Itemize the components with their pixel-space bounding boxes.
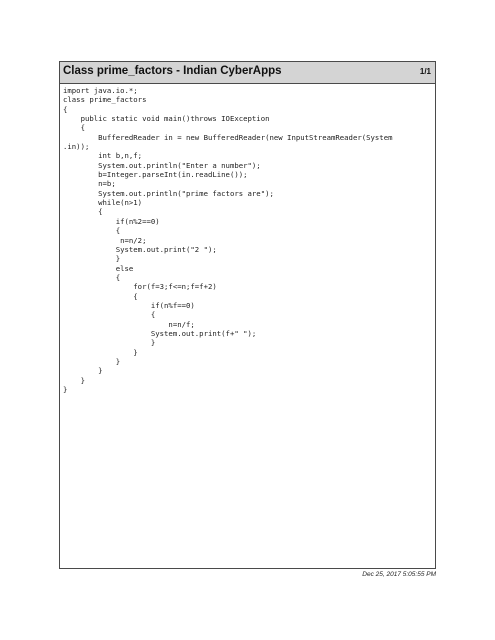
code-line: {	[63, 291, 138, 301]
code-line: if(n%2==0)	[63, 216, 160, 226]
code-line: BufferedReader in = new BufferedReader(new InputStreamReader(System	[63, 132, 393, 142]
code-line: }	[63, 338, 156, 348]
document-title: Class prime_factors - Indian CyberApps	[63, 65, 282, 77]
code-line: for(f=3;f<=n;f=f+2)	[63, 282, 217, 292]
code-line: }	[63, 254, 121, 264]
code-line: n=b;	[63, 179, 116, 189]
code-line: int b,n,f;	[63, 151, 143, 161]
code-line: .in));	[63, 142, 90, 152]
print-timestamp: Dec 25, 2017 5:05:55 PM	[362, 571, 436, 578]
code-line: if(n%f==0)	[63, 300, 195, 310]
code-line: public static void main()throws IOException	[63, 114, 270, 124]
code-line: System.out.print("2 ");	[63, 244, 217, 254]
code-line: class prime_factors	[63, 95, 147, 105]
code-line: n=n/2;	[63, 235, 147, 245]
code-line: {	[63, 226, 121, 236]
code-line: }	[63, 347, 138, 357]
page-number: 1/1	[419, 67, 431, 76]
code-line: else	[63, 263, 134, 273]
code-line: {	[63, 123, 85, 133]
code-line: import java.io.*;	[63, 86, 138, 95]
code-line: {	[63, 310, 156, 320]
code-line: }	[63, 385, 68, 394]
code-line: System.out.print(f+" ");	[63, 328, 257, 338]
code-line: n=n/f;	[63, 319, 195, 329]
code-line: {	[63, 207, 103, 217]
code-line: System.out.println("Enter a number");	[63, 160, 261, 170]
printout-frame	[59, 61, 436, 569]
code-line: {	[63, 104, 68, 114]
code-line: {	[63, 272, 121, 282]
code-line: }	[63, 356, 121, 366]
page-header	[60, 62, 435, 84]
code-block	[63, 86, 392, 394]
code-line: System.out.println("prime factors are");	[63, 188, 274, 198]
code-line: while(n>1)	[63, 198, 143, 208]
code-line: }	[63, 375, 85, 385]
code-line: }	[63, 366, 103, 376]
code-line: b=Integer.parseInt(in.readLine());	[63, 170, 248, 180]
